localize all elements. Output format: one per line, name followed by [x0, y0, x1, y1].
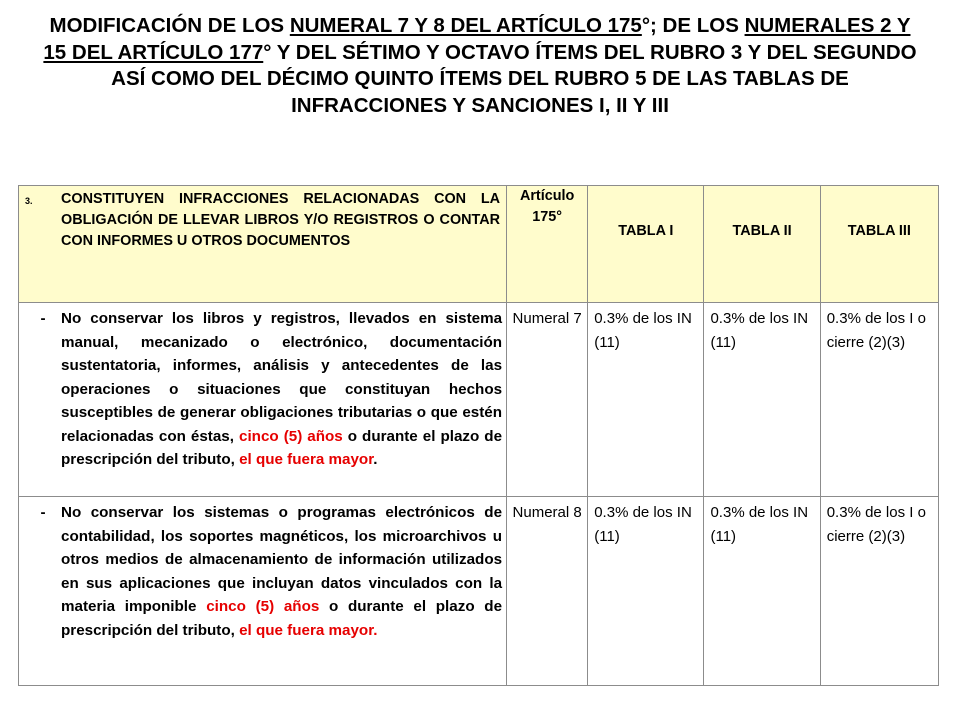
row-numeral-cell: [507, 497, 588, 686]
row-numeral: Numeral 7: [512, 310, 582, 327]
row-description: No conservar los libros y registros, llevados en sistema manual, mecanizado o electrónico, documentación sustentatoria, informes, análisis y antecedentes de las operaciones o situaciones que constituyan hechos susceptibles de generar obligaciones tributarias o que estén relacionadas con éstas, cinco (5) años o durante el plazo de prescripción del tributo, el que fuera mayor.: [61, 310, 503, 468]
row-tabla3-cell: [820, 303, 938, 497]
header-article: Artículo 175°: [519, 188, 575, 225]
row-description: No conservar los sistemas o programas electrónicos de contabilidad, los soportes magnéticos, los microarchivos u otros medios de almacenamiento de información utilizados en sus aplicaciones que incluyan datos vinculados con la materia imponible cinco (5) años o durante el plazo de prescripción del tributo, el que fuera mayor.: [61, 504, 503, 639]
row-tabla2-cell: [704, 497, 820, 686]
row-tabla2-value: 0.3% de los IN (11): [710, 310, 809, 351]
row-tabla1-value: 0.3% de los IN (11): [594, 504, 692, 545]
header-tabla1-cell: [588, 186, 704, 303]
row-tabla1-cell: [588, 303, 704, 497]
header-article-cell: [507, 186, 588, 303]
page-title: MODIFICACIÓN DE LOS NUMERAL 7 Y 8 DEL ARTÍCULO 175°; DE LOS NUMERALES 2 Y 15 DEL ARTÍCULO 177° Y DEL SÉTIMO Y OCTAVO ÍTEMS DEL RUBRO 3 Y DEL SEGUNDO ASÍ COMO DEL DÉCIMO QUINTO ÍTEMS DEL RUBRO 5 DE LAS TABLAS DE INFRACCIONES Y SANCIONES I, II Y III: [43, 14, 917, 117]
row-numeral: Numeral 8: [512, 504, 582, 521]
row-tabla2-value: 0.3% de los IN (11): [710, 504, 809, 545]
header-description-cell: [19, 186, 507, 303]
header-tabla3-cell: [820, 186, 938, 303]
header-tabla3: TABLA III: [847, 223, 911, 239]
row-tabla1-value: 0.3% de los IN (11): [594, 310, 692, 351]
row-dash: -: [40, 504, 46, 521]
row-dash: -: [40, 310, 46, 327]
header-description: CONSTITUYEN INFRACCIONES RELACIONADAS CON LA OBLIGACIÓN DE LLEVAR LIBROS Y/O REGISTROS O CONTAR CON INFORMES U OTROS DOCUMENTOS: [61, 191, 501, 249]
row-tabla1-cell: [588, 497, 704, 686]
header-tabla2-cell: [704, 186, 820, 303]
table-row: [19, 303, 939, 497]
header-tabla2: TABLA II: [732, 223, 792, 239]
row-tabla3-cell: [820, 497, 938, 686]
header-tabla1: TABLA I: [618, 223, 674, 239]
table-row: [19, 497, 939, 686]
infractions-table: [18, 185, 939, 686]
row-description-cell: [19, 497, 507, 686]
row-numeral-cell: [507, 303, 588, 497]
header-item-number: 3.: [25, 196, 33, 206]
row-tabla3-value: 0.3% de los I o cierre (2)(3): [826, 504, 926, 545]
row-tabla3-value: 0.3% de los I o cierre (2)(3): [826, 310, 926, 351]
row-description-cell: [19, 303, 507, 497]
row-tabla2-cell: [704, 303, 820, 497]
table-header-row: [19, 186, 939, 303]
